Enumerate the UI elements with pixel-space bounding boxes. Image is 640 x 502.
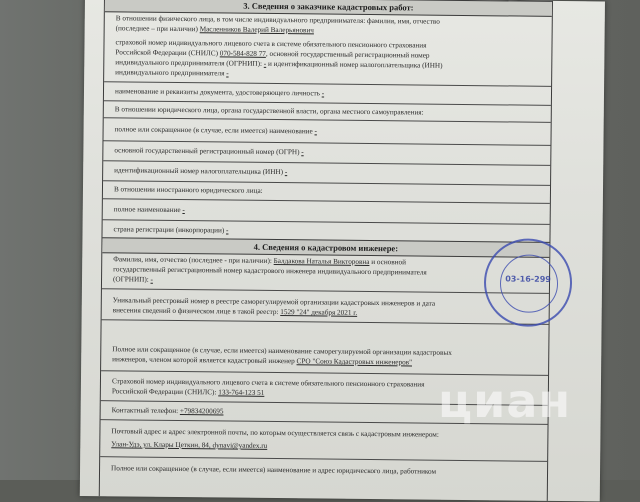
foreign-name-label: полное наименование (113, 205, 181, 215)
stamp-number: 03-16-299 (505, 274, 551, 284)
engineer-name-row: Фамилия, имя, отчество (последнее - при наличии): Балдакова Наталья Викторовна и основной государственный регистрационный номер кадастрового инженера индивидуального предпринимателя (ОГРНИП): - (102, 252, 549, 294)
legal-entity-header: В отношении юридического лица, органа государственной власти, органа местного самоуправления: (114, 105, 424, 117)
section-3-title: 3. Сведения о заказчике кадастровых работ: (243, 0, 414, 13)
physical-line-4: Российской Федерации (СНИЛС) 070-584-828 77, основной государственный регистрационный номер (115, 48, 430, 60)
foreign-country-row: страна регистрации (инкорпорации) - (113, 225, 229, 235)
engineer-name: Балдакова Наталья Викторовна (273, 256, 370, 266)
legal-inn-label: идентификационный номер налогоплательщика (ИНН) (114, 166, 284, 177)
physical-line-3: страховой номер индивидуального лицевого счета в системе обязательного пенсионного страхования (115, 38, 427, 50)
address-row: Почтовый адрес и адрес электронной почты, по которым осуществляется связь с кадастровым инженером: Улан-Удэ, ул. Клары Цеткин, 84, dynavi@yandex.ru (100, 420, 547, 462)
address-value: Улан-Удэ, ул. Клары Цеткин, 84, dynavi@yandex.ru (111, 440, 268, 450)
foreign-entity-header: В отношении иностранного юридического лица: (113, 185, 263, 195)
foreign-country-label: страна регистрации (инкорпорации) (113, 225, 225, 235)
customer-name: Масленников Валерий Валерьянович (199, 25, 314, 35)
legal-ogrn-row: основной государственный регистрационный номер (ОГРН) - (103, 141, 550, 166)
legal-name-label: полное или сокращенное (в случае, если имеется) наименование (114, 125, 313, 136)
physical-line-6: индивидуального предпринимателя - (115, 68, 229, 78)
engineer-stamp (484, 238, 573, 327)
section-4-title: 4. Сведения о кадастровом инженере: (253, 241, 399, 254)
foreign-name-row: полное наименование - (103, 199, 550, 225)
legal-name-row: полное или сокращенное (в случае, если имеется) наименование - (103, 118, 550, 146)
engineer-snils-row: Страховой номер индивидуального лицевого счета в системе обязательного пенсионного страхования Российской Федерации (СНИЛС): 133-764-123 51 (101, 371, 548, 406)
customer-snils: 070-584-828 77 (219, 49, 266, 58)
employer-row: Полное или сокращенное (в случае, если имеется) наименование и адрес юридического лица, работником (111, 464, 437, 476)
id-document-label: наименование и реквизиты документа, удостоверяющего личность (114, 87, 320, 98)
registry-row: Уникальный реестровый номер в реестре саморегулируемой организации кадастровых инженеров и дата внесения сведений о физическом лице в такой реестр: 1529 "24" декабря 2021 г. (102, 289, 549, 325)
legal-inn-row: идентификационный номер налогоплательщика (ИНН) - (103, 161, 550, 186)
sro-row: Полное или сокращенное (в случае, если имеется) наименование саморегулируемой организации кадастровых инженеров, членом которой является кадастровый инженер СРО "Союз Кадастровых инженеров" (101, 320, 549, 376)
registry-number: 1529 "24" декабря 2021 г. (280, 308, 358, 317)
customer-physical-row (104, 11, 552, 87)
phone-value: +79834200695 (179, 407, 224, 416)
engineer-snils: 133-764-123 51 (218, 388, 265, 397)
phone-label: Контактный телефон: (111, 406, 179, 415)
physical-line-5: индивидуального предпринимателя (ОГРНИП): - и идентификационный номер налогоплательщика (ИНН) (115, 58, 443, 70)
legal-ogrn-label: основной государственный регистрационный номер (ОГРН) (114, 146, 300, 157)
physical-line-2: (последнее – при наличии) Масленников Валерий Валерьянович (115, 24, 314, 35)
watermark-logo: циан (438, 374, 572, 428)
id-document-row: наименование и реквизиты документа, удостоверяющего личность - (104, 82, 551, 106)
physical-line-1: В отношении физического лица, в том числе индивидуального предпринимателя: фамилия, имя, отчество (115, 14, 440, 26)
sro-name: СРО "Союз Кадастровых инженеров" (296, 357, 413, 367)
